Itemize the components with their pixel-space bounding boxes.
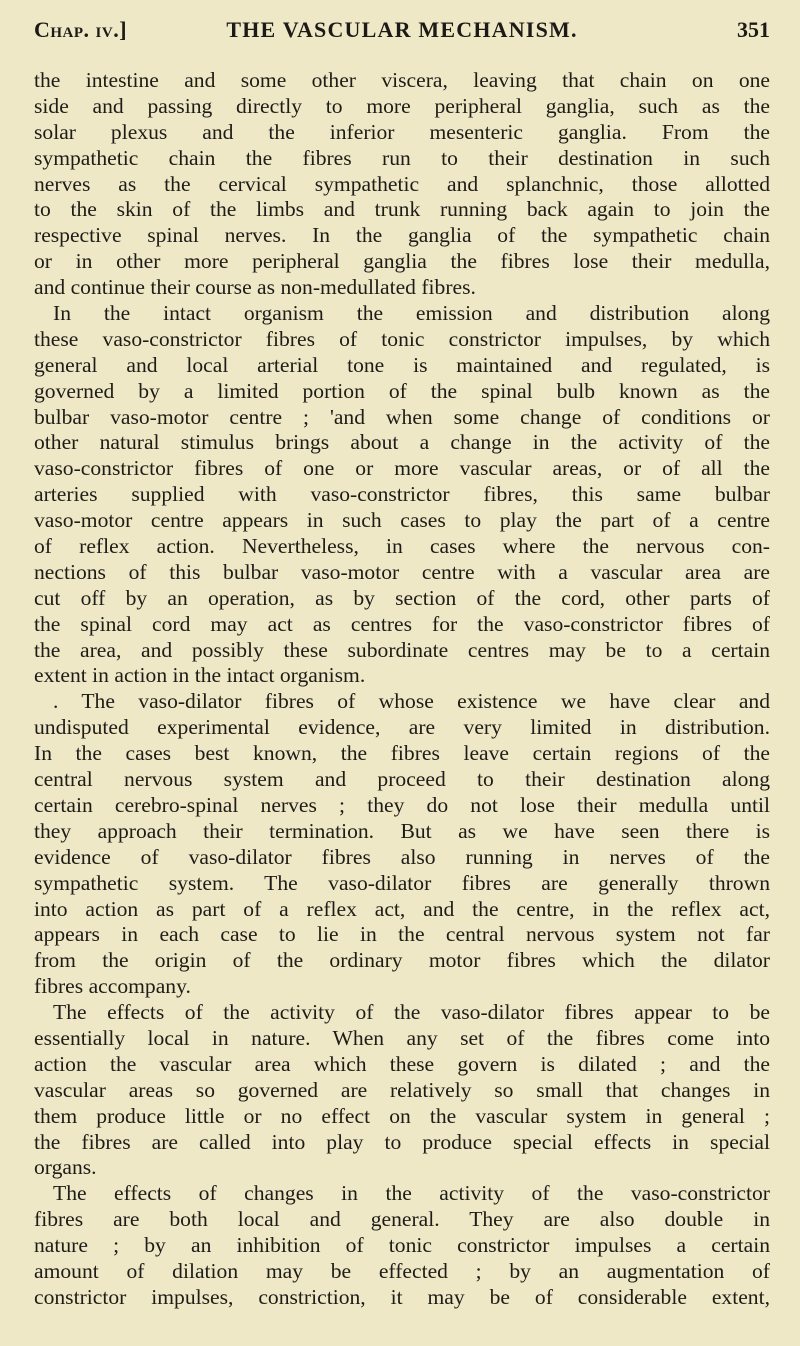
text-line: amount of dilation may be effected ; by an augmentation of (34, 1258, 770, 1283)
text-line: arteries supplied with vaso-constrictor fibres, this same bulbar (34, 482, 770, 507)
text-line: vaso-motor centre appears in such cases to play the part of a centre (34, 508, 770, 533)
text-line: other natural stimulus brings about a change in the activity of the (34, 430, 770, 455)
text-line: appears in each case to lie in the central nervous system not far (34, 922, 770, 947)
text-line: and continue their course as non-medullated fibres. (34, 275, 476, 300)
text-line: vaso-constrictor fibres of one or more vascular areas, or of all the (34, 456, 770, 481)
text-line: sympathetic system. The vaso-dilator fibres are generally thrown (34, 870, 770, 895)
text-line: action the vascular area which these govern is dilated ; and the (34, 1051, 770, 1076)
running-head (34, 12, 770, 48)
text-line: fibres are both local and general. They are also double in (34, 1207, 770, 1232)
text-line: of reflex action. Nevertheless, in cases where the nervous con- (34, 534, 770, 559)
text-line: into action as part of a reflex act, and the centre, in the reflex act, (34, 896, 770, 921)
text-line: evidence of vaso-dilator fibres also running in nerves of the (34, 844, 770, 869)
text-line: fibres accompany. (34, 974, 191, 999)
text-line: In the cases best known, the fibres leave certain regions of the (34, 741, 770, 766)
text-line: bulbar vaso-motor centre ; 'and when some change of conditions or (34, 404, 770, 429)
paragraph (34, 1181, 770, 1310)
text-line: sympathetic chain the fibres run to their destination in such (34, 145, 770, 170)
text-line: the intestine and some other viscera, leaving that chain on one (34, 68, 770, 92)
text-line: constrictor impulses, constriction, it may be of considerable extent, (34, 1284, 770, 1309)
text-line: nerves as the cervical sympathetic and splanchnic, those allotted (34, 171, 770, 196)
text-line: vascular areas so governed are relatively so small that changes in (34, 1077, 770, 1102)
text-line: solar plexus and the inferior mesenteric ganglia. From the (34, 119, 770, 144)
text-line: the spinal cord may act as centres for the vaso-constrictor fibres of (34, 611, 770, 636)
text-line: from the origin of the ordinary motor fibres which the dilator (34, 948, 770, 973)
text-line: cut off by an operation, as by section of the cord, other parts of (34, 585, 770, 610)
text-line: essentially local in nature. When any set of the fibres come into (34, 1025, 770, 1050)
text-line: them produce little or no effect on the vascular system in general ; (34, 1103, 770, 1128)
text-line: extent in action in the intact organism. (34, 663, 366, 688)
text-line: nections of this bulbar vaso-motor centre with a vascular area are (34, 559, 770, 584)
text-line: or in other more peripheral ganglia the fibres lose their medulla, (34, 249, 770, 274)
text-line: the area, and possibly these subordinate centres may be to a certain (34, 637, 770, 662)
text-line: . The vaso-dilator fibres of whose existence we have clear and (53, 689, 770, 714)
text-line: central nervous system and proceed to their destination along (34, 767, 770, 792)
paragraph (34, 68, 770, 301)
text-line: The effects of changes in the activity of the vaso-constrictor (53, 1181, 770, 1206)
text-line: certain cerebro-spinal nerves ; they do not lose their medulla until (34, 792, 770, 817)
text-line: governed by a limited portion of the spinal bulb known as the (34, 378, 770, 403)
body-text (34, 68, 770, 1311)
text-line: to the skin of the limbs and trunk running back again to join the (34, 197, 770, 222)
paragraph (34, 301, 770, 689)
text-line: they approach their termination. But as we have seen there is (34, 818, 770, 843)
text-line: The effects of the activity of the vaso-dilator fibres appear to be (53, 1000, 770, 1025)
text-line: nature ; by an inhibition of tonic constrictor impulses a certain (34, 1233, 770, 1258)
paragraph (34, 1000, 770, 1181)
running-title: THE VASCULAR MECHANISM. (226, 17, 578, 42)
paragraph (34, 689, 770, 1000)
text-line: side and passing directly to more peripheral ganglia, such as the (34, 93, 770, 118)
text-line: these vaso-constrictor fibres of tonic constrictor impulses, by which (34, 326, 770, 351)
text-line: undisputed experimental evidence, are very limited in distribution. (34, 715, 770, 740)
text-line: respective spinal nerves. In the ganglia of the sympathetic chain (34, 223, 770, 248)
page-number: 351 (737, 17, 770, 42)
chapter-reference: Chap. iv.] (34, 17, 128, 42)
text-line: general and local arterial tone is maintained and regulated, is (34, 352, 770, 377)
text-line: organs. (34, 1155, 97, 1180)
text-line: In the intact organism the emission and distribution along (53, 301, 770, 326)
text-line: the fibres are called into play to produce special effects in special (34, 1129, 770, 1154)
